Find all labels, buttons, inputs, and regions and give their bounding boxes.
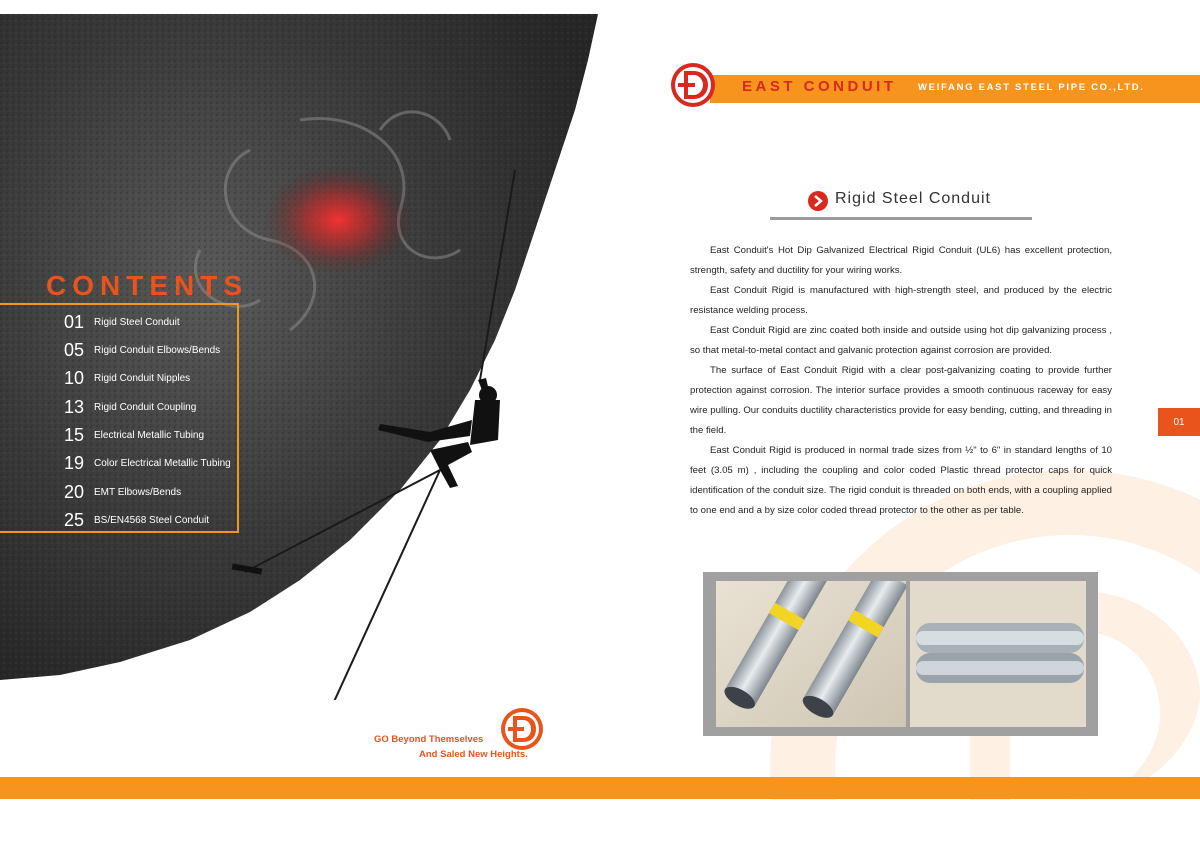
- paragraph: East Conduit Rigid is produced in normal trade sizes from ½" to 6" in standard lengths of 10 feet (3.05 m) , including the coupling and color coded Plastic thread protector caps for quick identification of the conduit size. The rigid conduit is threaded on both ends, with a coupling applied to one end and a by size color coded thread protector to the other as per table.: [690, 445, 1112, 516]
- contents-title: CONTENTS: [46, 270, 248, 301]
- conduit-pipes-photo: [716, 581, 906, 727]
- toc-label: Rigid Conduit Coupling: [94, 401, 197, 413]
- paragraph: East Conduit Rigid is manufactured with high-strength steel, and produced by the electric resistance welding process.: [690, 285, 1112, 316]
- slogan-line-1: GO Beyond Themselves: [374, 734, 484, 745]
- table-of-contents: [0, 303, 239, 533]
- toc-label: Rigid Steel Conduit: [94, 316, 180, 328]
- toc-page-number: 15: [64, 424, 85, 445]
- toc-label: Rigid Conduit Nipples: [94, 372, 191, 384]
- toc-page-number: 13: [64, 396, 85, 417]
- paragraph: East Conduit's Hot Dip Galvanized Electrical Rigid Conduit (UL6) has excellent protection, strength, safety and ductility for your wiring works.: [690, 245, 1112, 276]
- toc-page-number: 25: [64, 509, 85, 530]
- toc-label: Electrical Metallic Tubing: [94, 429, 205, 441]
- toc-page-number: 19: [64, 452, 85, 473]
- section-divider: [770, 217, 1032, 220]
- chevron-right-circle-icon: [807, 190, 829, 212]
- company-name: WEIFANG EAST STEEL PIPE CO.,LTD.: [918, 82, 1145, 93]
- toc-label: Rigid Conduit Elbows/Bends: [94, 344, 221, 356]
- brand-name: EAST CONDUIT: [742, 78, 897, 95]
- toc-label: BS/EN4568 Steel Conduit: [94, 514, 210, 526]
- section-heading: [770, 186, 1032, 222]
- footer-band: [0, 777, 1200, 799]
- slogan-line-2: And Saled New Heights.: [419, 749, 528, 760]
- page-number-tab: 01: [1158, 408, 1200, 436]
- toc-page-number: 20: [64, 481, 85, 502]
- conduit-cross-section-photo: [910, 581, 1086, 727]
- paragraph: The surface of East Conduit Rigid with a clear post-galvanizing coating to provide further protection against corrosion. The interior surface provides a smooth continuous raceway for easy wire pulling. Our conduits ductility characteristics provide for easy bending, cutting, and threading in the field.: [690, 365, 1112, 436]
- toc-page-number: 01: [64, 311, 85, 332]
- east-conduit-logo-icon: [499, 706, 545, 752]
- toc-label: EMT Elbows/Bends: [94, 486, 182, 498]
- product-photos: [703, 572, 1098, 736]
- slogan: [372, 730, 552, 770]
- page-header: [670, 60, 1200, 110]
- east-conduit-logo-icon: [670, 62, 716, 108]
- toc-page-number: 05: [64, 339, 85, 360]
- body-text: [690, 241, 1112, 521]
- paragraph: East Conduit Rigid are zinc coated both inside and outside using hot dip galvanizing process , so that metal-to-metal contact and galvanic protection against corrosion are provided.: [690, 325, 1112, 356]
- section-title: Rigid Steel Conduit: [835, 190, 991, 207]
- toc-page-number: 10: [64, 367, 85, 388]
- toc-label: Color Electrical Metallic Tubing: [94, 457, 231, 469]
